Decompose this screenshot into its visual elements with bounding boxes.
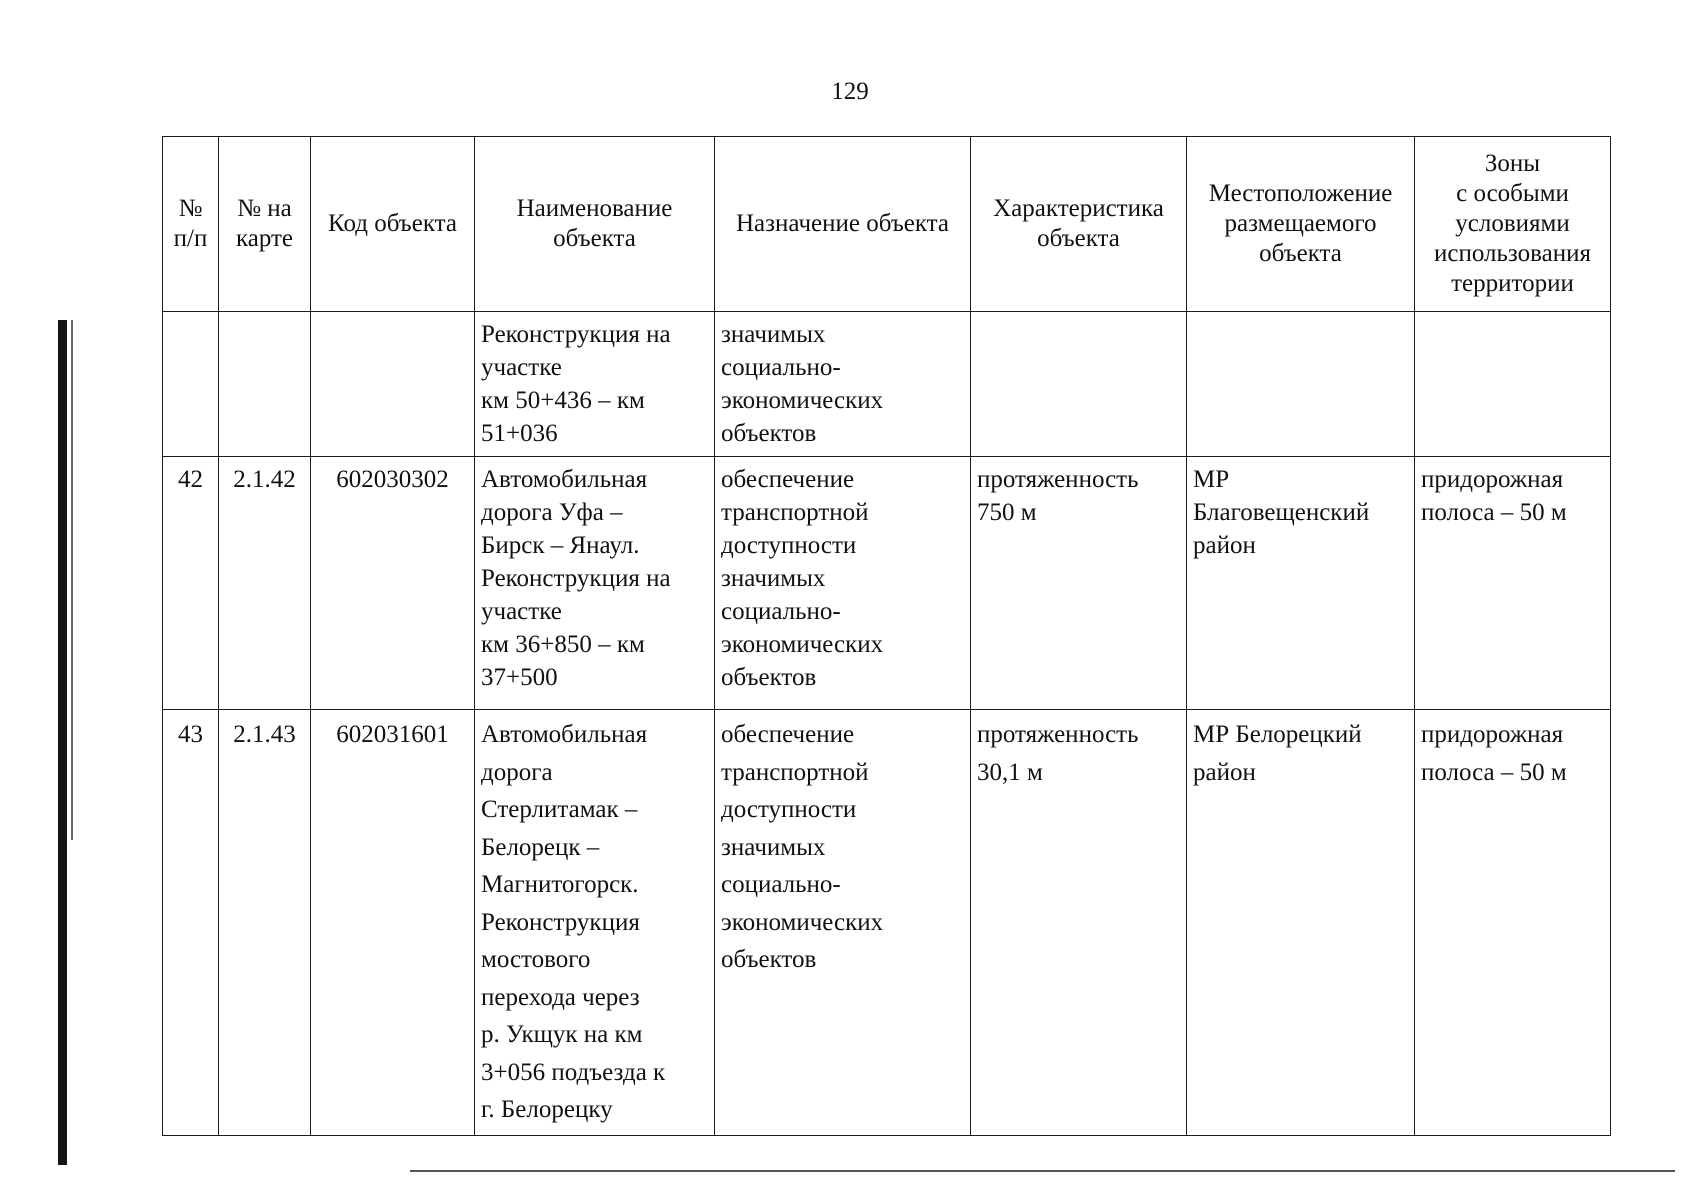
cell-name: Автомобильная дорога Стерлитамак – Белорецк – Магнитогорск. Реконструкция мостового перехода через р. Укщук на км 3+056 подъезда к г. Белорецку	[475, 710, 715, 1136]
header-num: № п/п	[163, 137, 219, 312]
cell-characteristic: протяженность 30,1 м	[971, 710, 1187, 1136]
cell-map-num: 2.1.43	[219, 710, 311, 1136]
cell-purpose: обеспечение транспортной доступности значимых социально- экономических объектов	[715, 710, 971, 1136]
scan-edge-left-thin	[71, 320, 73, 840]
cell-name: Реконструкция на участке км 50+436 – км 51+036	[475, 312, 715, 457]
table-row	[163, 457, 1611, 710]
table-row	[163, 710, 1611, 1136]
cell-code: 602031601	[311, 710, 475, 1136]
objects-table	[162, 136, 1611, 1136]
cell-code: 602030302	[311, 457, 475, 710]
cell-zones: придорожная полоса – 50 м	[1415, 710, 1611, 1136]
cell-location: МР Белорецкий район	[1187, 710, 1415, 1136]
scan-edge-left	[58, 320, 67, 1165]
cell-location: МР Благовещенский район	[1187, 457, 1415, 710]
header-characteristic: Характеристика объекта	[971, 137, 1187, 312]
header-name: Наименование объекта	[475, 137, 715, 312]
cell-characteristic: протяженность 750 м	[971, 457, 1187, 710]
cell-code	[311, 312, 475, 457]
cell-num	[163, 312, 219, 457]
cell-zones	[1415, 312, 1611, 457]
header-zones: Зоны с особыми условиями использования территории	[1415, 137, 1611, 312]
table-row	[163, 312, 1611, 457]
cell-map-num: 2.1.42	[219, 457, 311, 710]
cell-name: Автомобильная дорога Уфа – Бирск – Янаул. Реконструкция на участке км 36+850 – км 37+500	[475, 457, 715, 710]
page-number: 129	[831, 78, 869, 105]
header-code: Код объекта	[311, 137, 475, 312]
cell-purpose: обеспечение транспортной доступности значимых социально- экономических объектов	[715, 457, 971, 710]
cell-purpose: значимых социально- экономических объектов	[715, 312, 971, 457]
cell-location	[1187, 312, 1415, 457]
scan-bottom-line	[410, 1170, 1675, 1172]
header-location: Местоположение размещаемого объекта	[1187, 137, 1415, 312]
cell-map-num	[219, 312, 311, 457]
cell-characteristic	[971, 312, 1187, 457]
cell-num: 42	[163, 457, 219, 710]
header-purpose: Назначение объекта	[715, 137, 971, 312]
table-header-row	[163, 137, 1611, 312]
header-map-num: № на карте	[219, 137, 311, 312]
cell-zones: придорожная полоса – 50 м	[1415, 457, 1611, 710]
cell-num: 43	[163, 710, 219, 1136]
